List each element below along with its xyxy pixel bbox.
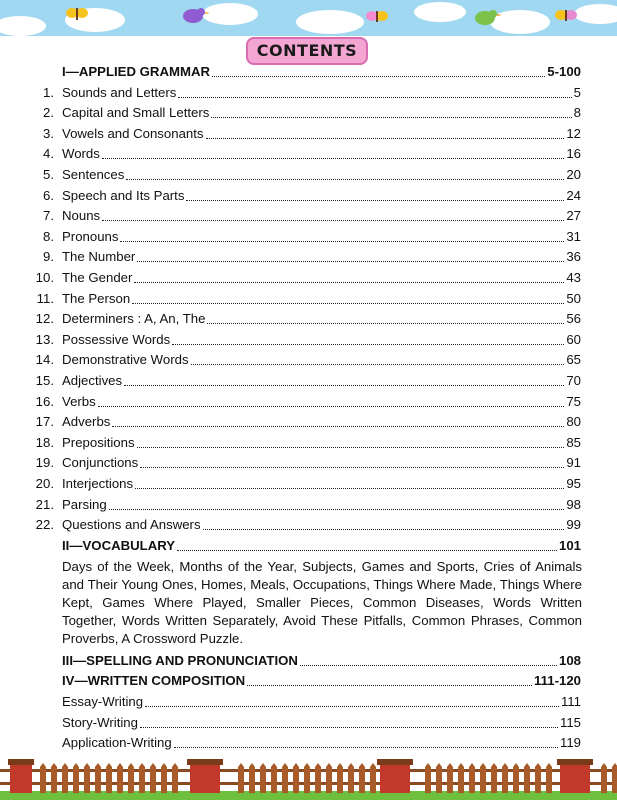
- fence-picket: [458, 763, 464, 793]
- entry-label: The Person: [62, 290, 131, 306]
- fence-picket: [62, 763, 68, 793]
- page-number: 95: [566, 476, 581, 491]
- dot-leader: [145, 706, 559, 707]
- item-number: 10.: [35, 270, 54, 285]
- item-number: 3.: [43, 125, 54, 141]
- fence-picket: [293, 763, 299, 793]
- toc-entry: [0, 412, 617, 432]
- toc-entry: [0, 495, 617, 515]
- entry-label: Application-Writing: [62, 735, 172, 751]
- fence-picket: [491, 763, 497, 793]
- dot-leader: [212, 76, 545, 77]
- page-number: 75: [566, 393, 581, 409]
- dot-leader: [137, 447, 565, 448]
- dot-leader: [137, 261, 564, 262]
- entry-label: Speech and Its Parts: [62, 187, 185, 203]
- page-number: 60: [566, 331, 581, 347]
- dot-leader: [191, 364, 565, 365]
- dot-leader: [178, 97, 571, 98]
- item-number: 5.: [43, 167, 54, 182]
- dot-leader: [206, 138, 565, 139]
- page-number: 43: [566, 270, 581, 285]
- dot-leader: [109, 509, 565, 510]
- entry-label: Words: [62, 146, 100, 162]
- dot-leader: [140, 727, 558, 728]
- page-number: 115: [559, 714, 581, 730]
- page-number: 27: [566, 208, 581, 224]
- entry-label: Nouns: [62, 208, 101, 224]
- page-number: 65: [566, 352, 581, 368]
- fence-picket: [480, 763, 486, 793]
- page-number: 111-120: [534, 673, 581, 689]
- page-number: 56: [566, 311, 581, 327]
- toc-entry: [0, 124, 617, 144]
- page-number: 24: [566, 187, 581, 203]
- toc-entry: [0, 268, 617, 288]
- entry-label: Sentences: [62, 167, 125, 182]
- fence-picket: [370, 763, 376, 793]
- section-heading-spelling: [0, 651, 617, 671]
- brick-gate-left: [8, 759, 34, 793]
- item-number: 14.: [35, 352, 54, 368]
- toc-entry: [0, 103, 617, 123]
- page-number: 50: [566, 290, 581, 306]
- entry-label: The Gender: [62, 270, 133, 285]
- toc-entry: [0, 733, 617, 753]
- item-number: 8.: [43, 228, 54, 244]
- dot-leader: [186, 200, 564, 201]
- fence-picket: [238, 763, 244, 793]
- item-number: 4.: [43, 146, 54, 162]
- page-number: 70: [566, 373, 581, 388]
- page-number: 12: [566, 125, 581, 141]
- page-number: 98: [566, 496, 581, 512]
- entry-label: Verbs: [62, 393, 96, 409]
- item-number: 7.: [43, 208, 54, 224]
- section-heading-written-composition: [0, 671, 617, 691]
- fence-border-decoration: [0, 755, 617, 800]
- fence-picket: [425, 763, 431, 793]
- fence-picket: [315, 763, 321, 793]
- fence-picket: [95, 763, 101, 793]
- brick-gate-center-left: [187, 759, 223, 793]
- page-number: 8: [573, 105, 581, 121]
- page-number: 99: [566, 517, 581, 533]
- fence-picket: [260, 763, 266, 793]
- item-number: 2.: [43, 105, 54, 121]
- dot-leader: [177, 550, 557, 551]
- item-number: 13.: [35, 331, 54, 347]
- dot-leader: [124, 385, 564, 386]
- entry-label: Prepositions: [62, 434, 135, 450]
- toc-entry: [0, 692, 617, 712]
- entry-label: Determiners : A, An, The: [62, 311, 206, 327]
- entry-label: III—SPELLING AND PRONUNCIATION: [62, 652, 298, 668]
- page-number: 111: [560, 694, 581, 709]
- fence-picket: [271, 763, 277, 793]
- entry-label: Sounds and Letters: [62, 84, 177, 100]
- page-number: 101: [558, 537, 581, 553]
- toc-entry: [0, 330, 617, 350]
- fence-picket: [249, 763, 255, 793]
- entry-label: Essay-Writing: [62, 694, 144, 709]
- toc-entry: [0, 309, 617, 329]
- entry-label: Adjectives: [62, 373, 123, 388]
- fence-picket: [546, 763, 552, 793]
- fence-picket: [161, 763, 167, 793]
- toc-entry: [0, 433, 617, 453]
- fence-picket: [337, 763, 343, 793]
- page-title: CONTENTS: [246, 37, 368, 65]
- entry-label: IV—WRITTEN COMPOSITION: [62, 673, 246, 689]
- dot-leader: [112, 426, 564, 427]
- fence-picket: [172, 763, 178, 793]
- entry-label: Interjections: [62, 476, 134, 491]
- dot-leader: [211, 117, 571, 118]
- dot-leader: [300, 665, 557, 666]
- entry-label: Questions and Answers: [62, 517, 201, 533]
- dot-leader: [172, 344, 564, 345]
- fence-picket: [447, 763, 453, 793]
- toc-entry: [0, 474, 617, 494]
- page-number: 91: [566, 455, 581, 471]
- page-number: 5: [573, 84, 581, 100]
- item-number: 9.: [43, 249, 54, 265]
- fence-picket: [535, 763, 541, 793]
- fence-picket: [106, 763, 112, 793]
- toc-entry: [0, 206, 617, 226]
- entry-label: Adverbs: [62, 414, 111, 430]
- toc-entry: [0, 186, 617, 206]
- fence-picket: [73, 763, 79, 793]
- item-number: 11.: [36, 290, 54, 306]
- section-heading-applied-grammar: [0, 62, 617, 82]
- item-number: 18.: [35, 434, 54, 450]
- item-number: 19.: [35, 455, 54, 471]
- item-number: 22.: [35, 517, 54, 533]
- entry-label: I—APPLIED GRAMMAR: [62, 64, 210, 79]
- toc-entry: [0, 350, 617, 370]
- entry-label: Capital and Small Letters: [62, 105, 210, 121]
- fence-picket: [304, 763, 310, 793]
- dot-leader: [135, 488, 564, 489]
- entry-label: Story-Writing: [62, 714, 138, 730]
- fence-picket: [513, 763, 519, 793]
- fence-picket: [282, 763, 288, 793]
- toc-entry: [0, 227, 617, 247]
- fence-picket: [502, 763, 508, 793]
- fence-picket: [326, 763, 332, 793]
- fence-picket: [139, 763, 145, 793]
- entry-label: Pronouns: [62, 228, 119, 244]
- item-number: 20.: [35, 476, 54, 491]
- page-number: 108: [558, 652, 581, 668]
- page-number: 20: [566, 167, 581, 182]
- dot-leader: [247, 685, 532, 686]
- fence-picket: [436, 763, 442, 793]
- toc-entry: [0, 247, 617, 267]
- dot-leader: [203, 529, 565, 530]
- page-number: 80: [566, 414, 581, 430]
- fence-picket: [128, 763, 134, 793]
- toc-entry: [0, 392, 617, 412]
- item-number: 15.: [35, 373, 54, 388]
- fence-picket: [601, 763, 607, 793]
- item-number: 21.: [35, 496, 54, 512]
- dot-leader: [120, 241, 564, 242]
- fence-picket: [524, 763, 530, 793]
- dot-leader: [98, 406, 565, 407]
- toc-entry: [0, 289, 617, 309]
- entry-label: The Number: [62, 249, 136, 265]
- entry-label: Demonstrative Words: [62, 352, 189, 368]
- fence-picket: [51, 763, 57, 793]
- entry-label: Parsing: [62, 496, 107, 512]
- toc-entry: [0, 83, 617, 103]
- dot-leader: [102, 220, 564, 221]
- page-number: 36: [566, 249, 581, 265]
- page-number: 31: [566, 228, 581, 244]
- dot-leader: [174, 747, 558, 748]
- item-number: 6.: [43, 187, 54, 203]
- brick-gate-center-right: [377, 759, 413, 793]
- toc-entry: [0, 165, 617, 185]
- dot-leader: [140, 467, 564, 468]
- fence-picket: [84, 763, 90, 793]
- dot-leader: [132, 303, 564, 304]
- section-heading-vocabulary: [0, 536, 617, 556]
- toc-entry: [0, 453, 617, 473]
- toc-entry: [0, 713, 617, 733]
- fence-picket: [612, 763, 617, 793]
- fence-picket: [40, 763, 46, 793]
- toc-entry: [0, 515, 617, 535]
- page-number: 16: [566, 146, 581, 162]
- item-number: 17.: [35, 414, 54, 430]
- brick-gate-right: [557, 759, 593, 793]
- toc-entry: [0, 144, 617, 164]
- page-number: 119: [559, 735, 581, 751]
- entry-label: Possessive Words: [62, 331, 171, 347]
- item-number: 1.: [43, 84, 54, 100]
- fence-picket: [348, 763, 354, 793]
- item-number: 12.: [35, 311, 54, 327]
- toc-entry: [0, 371, 617, 391]
- entry-label: Vowels and Consonants: [62, 125, 204, 141]
- dot-leader: [102, 158, 564, 159]
- page-number: 5-100: [547, 64, 581, 79]
- vocabulary-topics: Days of the Week, Months of the Year, Subjects, Games and Sports, Cries of Animals and Their Young Ones, Homes, Meals, Occupations, Things Where Made, Things Where Kept, Games Where Played, Smaller Pieces, Common Diseases, Words Written Together, Words Written Separately, Avoid These Pitfalls, Common Phrases, Common Proverbs, A Crossword Puzzle.: [62, 558, 582, 646]
- fence-picket: [150, 763, 156, 793]
- entry-label: Conjunctions: [62, 455, 139, 471]
- fence-picket: [359, 763, 365, 793]
- butterfly-icon: [555, 10, 577, 21]
- fence-picket: [117, 763, 123, 793]
- entry-label: II—VOCABULARY: [62, 537, 176, 553]
- sky-border-decoration: [0, 0, 617, 36]
- dot-leader: [126, 179, 564, 180]
- dot-leader: [207, 323, 564, 324]
- butterfly-icon: [366, 11, 388, 22]
- page-number: 85: [566, 434, 581, 450]
- fence-picket: [469, 763, 475, 793]
- dot-leader: [134, 282, 564, 283]
- item-number: 16.: [35, 393, 54, 409]
